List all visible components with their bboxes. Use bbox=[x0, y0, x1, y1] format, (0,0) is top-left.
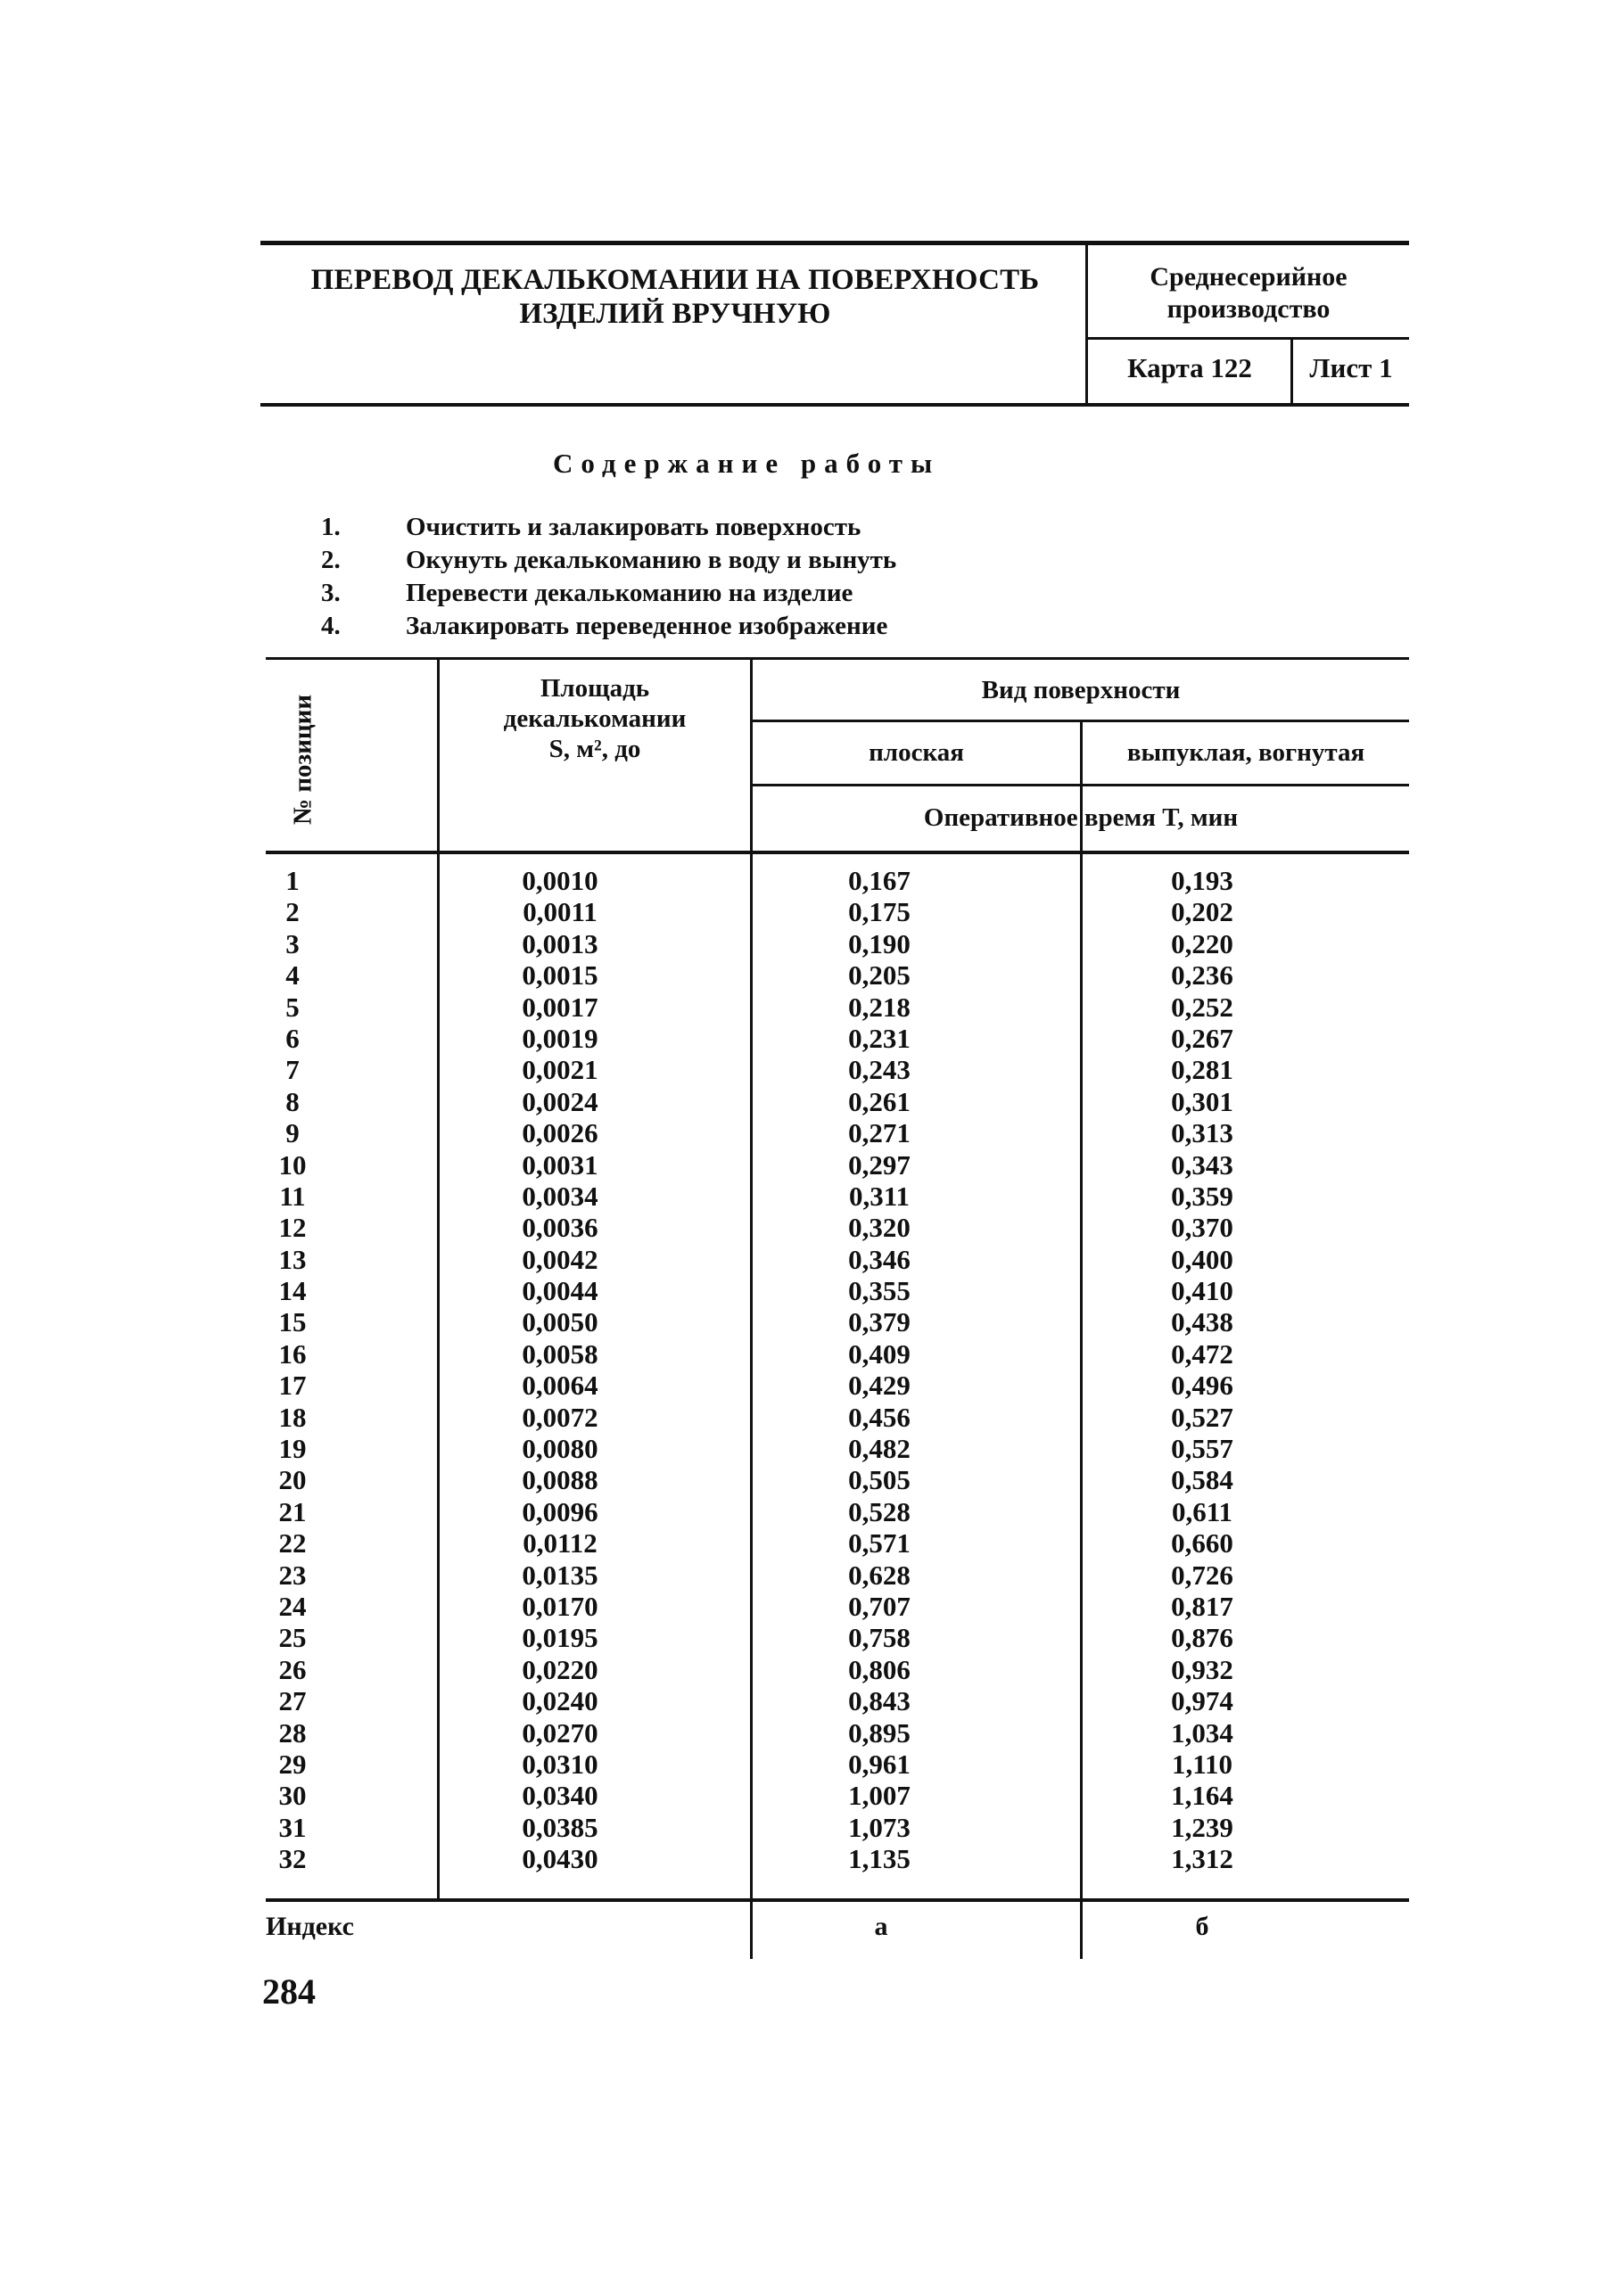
table-row bbox=[266, 1685, 1409, 1716]
cell-time-flat: 1,073 bbox=[848, 1811, 911, 1843]
table-row bbox=[266, 1370, 1409, 1401]
cell-area: 0,0021 bbox=[522, 1054, 598, 1086]
cell-area: 0,0024 bbox=[522, 1085, 598, 1117]
cell-position: 2 bbox=[285, 896, 300, 928]
table-row bbox=[266, 1244, 1409, 1275]
cell-position: 14 bbox=[278, 1275, 307, 1307]
cell-time-flat: 1,007 bbox=[848, 1780, 911, 1812]
area-header bbox=[440, 673, 750, 764]
cell-position: 9 bbox=[285, 1117, 300, 1149]
table-row bbox=[266, 1591, 1409, 1622]
cell-time-flat: 0,528 bbox=[848, 1495, 911, 1527]
cell-time-flat: 0,175 bbox=[848, 896, 911, 928]
cell-time-flat: 0,961 bbox=[848, 1748, 911, 1780]
table-row bbox=[266, 1086, 1409, 1117]
cell-position: 29 bbox=[278, 1748, 307, 1780]
cell-time-flat: 0,707 bbox=[848, 1590, 911, 1622]
cell-time-convex: 1,110 bbox=[1171, 1748, 1233, 1780]
cell-area: 0,0036 bbox=[522, 1212, 598, 1244]
table-row bbox=[266, 1338, 1409, 1370]
table-row bbox=[266, 1433, 1409, 1464]
cell-time-convex: 0,359 bbox=[1171, 1180, 1233, 1212]
cell-area: 0,0058 bbox=[522, 1337, 598, 1370]
cell-area: 0,0019 bbox=[522, 1022, 598, 1054]
cell-time-convex: 0,400 bbox=[1171, 1243, 1233, 1275]
sheet-number: Лист 1 bbox=[1309, 352, 1393, 383]
cell-area: 0,0195 bbox=[522, 1622, 598, 1654]
step-text: Очистить и залакировать поверхность bbox=[406, 513, 861, 541]
table-row bbox=[266, 1496, 1409, 1527]
cell-time-convex: 1,034 bbox=[1171, 1716, 1233, 1749]
cell-time-flat: 0,806 bbox=[848, 1653, 911, 1685]
cell-time-convex: 0,817 bbox=[1171, 1590, 1233, 1622]
cell-time-convex: 0,267 bbox=[1171, 1022, 1233, 1054]
table-row bbox=[266, 1181, 1409, 1212]
cell-time-flat: 0,456 bbox=[848, 1401, 911, 1433]
cell-area: 0,0240 bbox=[522, 1685, 598, 1717]
cell-area: 0,0044 bbox=[522, 1275, 598, 1307]
cell-position: 30 bbox=[278, 1780, 307, 1812]
table-row bbox=[266, 1402, 1409, 1433]
step-number: 1. bbox=[321, 513, 341, 541]
cell-position: 17 bbox=[278, 1370, 307, 1402]
convex-header: выпуклая, вогнутая bbox=[1126, 738, 1365, 767]
table-body bbox=[266, 865, 1409, 1875]
index-b: б bbox=[1195, 1912, 1209, 1941]
cell-time-flat: 0,271 bbox=[848, 1117, 911, 1149]
cell-position: 15 bbox=[278, 1306, 307, 1338]
cell-area: 0,0080 bbox=[522, 1433, 598, 1465]
work-content-heading: Содержание работы bbox=[553, 448, 941, 479]
work-steps-list bbox=[321, 511, 896, 643]
cell-area: 0,0010 bbox=[522, 865, 598, 896]
step-number: 2. bbox=[321, 546, 341, 574]
cell-time-flat: 1,135 bbox=[848, 1843, 911, 1875]
cell-area: 0,0340 bbox=[522, 1780, 598, 1812]
op-time-header: Оперативное время T, мин bbox=[923, 803, 1239, 832]
cell-time-convex: 0,220 bbox=[1171, 927, 1233, 959]
cell-area: 0,0310 bbox=[522, 1748, 598, 1780]
cell-area: 0,0135 bbox=[522, 1559, 598, 1591]
production-line-2: производство bbox=[1166, 294, 1331, 324]
table-row bbox=[266, 928, 1409, 959]
cell-area: 0,0064 bbox=[522, 1370, 598, 1402]
cell-position: 32 bbox=[278, 1843, 307, 1875]
table-row bbox=[266, 1023, 1409, 1054]
card-number: Карта 122 bbox=[1127, 352, 1252, 383]
work-step bbox=[321, 577, 896, 610]
cell-time-convex: 0,557 bbox=[1171, 1433, 1233, 1465]
cell-time-flat: 0,758 bbox=[848, 1622, 911, 1654]
cell-time-convex: 0,313 bbox=[1171, 1117, 1233, 1149]
cell-position: 19 bbox=[278, 1433, 307, 1465]
table-row bbox=[266, 1117, 1409, 1148]
work-step bbox=[321, 610, 896, 643]
cell-time-convex: 0,343 bbox=[1171, 1148, 1233, 1181]
table-bottom-rule bbox=[266, 1898, 1409, 1902]
title-line-1: ПЕРЕВОД ДЕКАЛЬКОМАНИИ НА ПОВЕРХНОСТЬ bbox=[310, 264, 1040, 296]
cell-position: 10 bbox=[278, 1148, 307, 1181]
cell-position: 6 bbox=[285, 1022, 300, 1054]
cell-time-convex: 1,239 bbox=[1171, 1811, 1233, 1843]
position-header bbox=[268, 675, 339, 844]
header-divider-horizontal bbox=[1085, 337, 1409, 340]
cell-position: 13 bbox=[278, 1243, 307, 1275]
cell-area: 0,0034 bbox=[522, 1180, 598, 1212]
cell-time-flat: 0,628 bbox=[848, 1559, 911, 1591]
cell-position: 22 bbox=[278, 1527, 307, 1559]
cell-time-flat: 0,190 bbox=[848, 927, 911, 959]
cell-time-flat: 0,379 bbox=[848, 1306, 911, 1338]
cell-time-flat: 0,355 bbox=[848, 1275, 911, 1307]
cell-position: 21 bbox=[278, 1495, 307, 1527]
step-text: Окунуть декалькоманию в воду и вынуть bbox=[406, 546, 897, 574]
cell-time-convex: 0,236 bbox=[1171, 959, 1233, 992]
cell-position: 1 bbox=[285, 865, 300, 896]
document-title bbox=[260, 263, 1090, 331]
cell-area: 0,0385 bbox=[522, 1811, 598, 1843]
cell-position: 5 bbox=[285, 991, 300, 1023]
cell-time-convex: 0,660 bbox=[1171, 1527, 1233, 1559]
cell-time-flat: 0,311 bbox=[848, 1180, 911, 1212]
cell-area: 0,0026 bbox=[522, 1117, 598, 1149]
cell-area: 0,0042 bbox=[522, 1243, 598, 1275]
cell-area: 0,0112 bbox=[523, 1527, 598, 1559]
cell-area: 0,0220 bbox=[522, 1653, 598, 1685]
work-step bbox=[321, 511, 896, 544]
cell-time-convex: 0,932 bbox=[1171, 1653, 1233, 1685]
title-line-2: ИЗДЕЛИЙ ВРУЧНУЮ bbox=[519, 298, 831, 330]
table-row bbox=[266, 1780, 1409, 1811]
area-header-line-3: S, м², до bbox=[548, 735, 641, 763]
cell-position: 25 bbox=[278, 1622, 307, 1654]
table-row bbox=[266, 1654, 1409, 1685]
cell-position: 11 bbox=[279, 1180, 306, 1212]
step-text: Перевести декалькоманию на изделие bbox=[406, 579, 853, 607]
table-row bbox=[266, 1054, 1409, 1085]
table-row bbox=[266, 1812, 1409, 1843]
step-number: 4. bbox=[321, 612, 341, 640]
table-row bbox=[266, 1275, 1409, 1306]
cell-position: 8 bbox=[285, 1085, 300, 1117]
table-row bbox=[266, 1843, 1409, 1874]
cell-time-flat: 0,205 bbox=[848, 959, 911, 992]
cell-time-convex: 1,164 bbox=[1171, 1780, 1233, 1812]
table-row bbox=[266, 1149, 1409, 1181]
cell-time-flat: 0,231 bbox=[848, 1022, 911, 1054]
op-time-rule bbox=[750, 784, 1409, 786]
cell-time-convex: 0,584 bbox=[1171, 1464, 1233, 1496]
cell-area: 0,0011 bbox=[523, 896, 598, 928]
surface-type-header: Вид поверхности bbox=[981, 676, 1181, 704]
table-row bbox=[266, 1306, 1409, 1337]
step-number: 3. bbox=[321, 579, 341, 607]
index-a: а bbox=[874, 1912, 888, 1941]
cell-time-convex: 0,252 bbox=[1171, 991, 1233, 1023]
cell-time-convex: 0,527 bbox=[1171, 1401, 1233, 1433]
cell-time-convex: 0,496 bbox=[1171, 1370, 1233, 1402]
index-label: Индекс bbox=[266, 1912, 354, 1941]
cell-time-convex: 0,438 bbox=[1171, 1306, 1233, 1338]
cell-time-convex: 0,202 bbox=[1171, 896, 1233, 928]
table-row bbox=[266, 1212, 1409, 1243]
cell-time-flat: 0,167 bbox=[848, 865, 911, 896]
cell-time-convex: 0,193 bbox=[1171, 865, 1233, 896]
cell-area: 0,0015 bbox=[522, 959, 598, 992]
table-row bbox=[266, 1464, 1409, 1495]
cell-area: 0,0072 bbox=[522, 1401, 598, 1433]
cell-time-convex: 0,876 bbox=[1171, 1622, 1233, 1654]
cell-area: 0,0088 bbox=[522, 1464, 598, 1496]
production-line-1: Среднесерийное bbox=[1150, 262, 1348, 292]
area-header-line-1: Площадь bbox=[540, 674, 650, 703]
cell-position: 27 bbox=[278, 1685, 307, 1717]
cell-time-convex: 0,410 bbox=[1171, 1275, 1233, 1307]
cell-time-flat: 0,895 bbox=[848, 1716, 911, 1749]
table-row bbox=[266, 1527, 1409, 1559]
cell-position: 31 bbox=[278, 1811, 307, 1843]
cell-time-flat: 0,346 bbox=[848, 1243, 911, 1275]
cell-time-convex: 0,974 bbox=[1171, 1685, 1233, 1717]
table-row bbox=[266, 1622, 1409, 1653]
cell-area: 0,0270 bbox=[522, 1716, 598, 1749]
table-row bbox=[266, 1717, 1409, 1749]
cell-time-convex: 0,281 bbox=[1171, 1054, 1233, 1086]
cell-time-convex: 0,726 bbox=[1171, 1559, 1233, 1591]
flat-header: плоская bbox=[869, 738, 964, 767]
cell-time-convex: 0,472 bbox=[1171, 1337, 1233, 1370]
area-header-line-2: декалькомании bbox=[503, 704, 687, 733]
cell-position: 16 bbox=[278, 1337, 307, 1370]
cell-area: 0,0096 bbox=[522, 1495, 598, 1527]
cell-area: 0,0017 bbox=[522, 991, 598, 1023]
cell-time-convex: 1,312 bbox=[1171, 1843, 1233, 1875]
table-row bbox=[266, 896, 1409, 927]
table-row bbox=[266, 992, 1409, 1023]
cell-time-flat: 0,243 bbox=[848, 1054, 911, 1086]
surface-type-rule bbox=[750, 720, 1409, 722]
cell-time-flat: 0,261 bbox=[848, 1085, 911, 1117]
page-number: 284 bbox=[262, 1971, 316, 2012]
cell-time-convex: 0,301 bbox=[1171, 1085, 1233, 1117]
cell-area: 0,0170 bbox=[522, 1590, 598, 1622]
cell-time-convex: 0,611 bbox=[1171, 1495, 1233, 1527]
cell-position: 18 bbox=[278, 1401, 307, 1433]
cell-time-flat: 0,571 bbox=[848, 1527, 911, 1559]
cell-area: 0,0013 bbox=[522, 927, 598, 959]
cell-position: 3 bbox=[285, 927, 300, 959]
table-row bbox=[266, 865, 1409, 896]
step-text: Залакировать переведенное изображение bbox=[406, 612, 888, 640]
cell-area: 0,0050 bbox=[522, 1306, 598, 1338]
card-header bbox=[260, 241, 1409, 407]
production-type bbox=[1088, 261, 1409, 325]
cell-position: 24 bbox=[278, 1590, 307, 1622]
cell-position: 4 bbox=[285, 959, 300, 992]
cell-position: 20 bbox=[278, 1464, 307, 1496]
cell-time-flat: 0,482 bbox=[848, 1433, 911, 1465]
cell-time-flat: 0,320 bbox=[848, 1212, 911, 1244]
cell-time-flat: 0,505 bbox=[848, 1464, 911, 1496]
cell-time-flat: 0,409 bbox=[848, 1337, 911, 1370]
norms-table bbox=[266, 657, 1409, 1941]
cell-position: 26 bbox=[278, 1653, 307, 1685]
cell-time-flat: 0,218 bbox=[848, 991, 911, 1023]
table-row bbox=[266, 1749, 1409, 1780]
position-header-label: № позиции bbox=[288, 694, 317, 826]
table-row bbox=[266, 1559, 1409, 1591]
cell-time-flat: 0,429 bbox=[848, 1370, 911, 1402]
cell-position: 7 bbox=[285, 1054, 300, 1086]
work-step bbox=[321, 544, 896, 577]
cell-position: 28 bbox=[278, 1716, 307, 1749]
table-row bbox=[266, 959, 1409, 991]
cell-area: 0,0031 bbox=[522, 1148, 598, 1181]
cell-position: 23 bbox=[278, 1559, 307, 1591]
cell-time-flat: 0,297 bbox=[848, 1148, 911, 1181]
cell-position: 12 bbox=[278, 1212, 307, 1244]
cell-time-convex: 0,370 bbox=[1171, 1212, 1233, 1244]
cell-area: 0,0430 bbox=[522, 1843, 598, 1875]
cell-time-flat: 0,843 bbox=[848, 1685, 911, 1717]
